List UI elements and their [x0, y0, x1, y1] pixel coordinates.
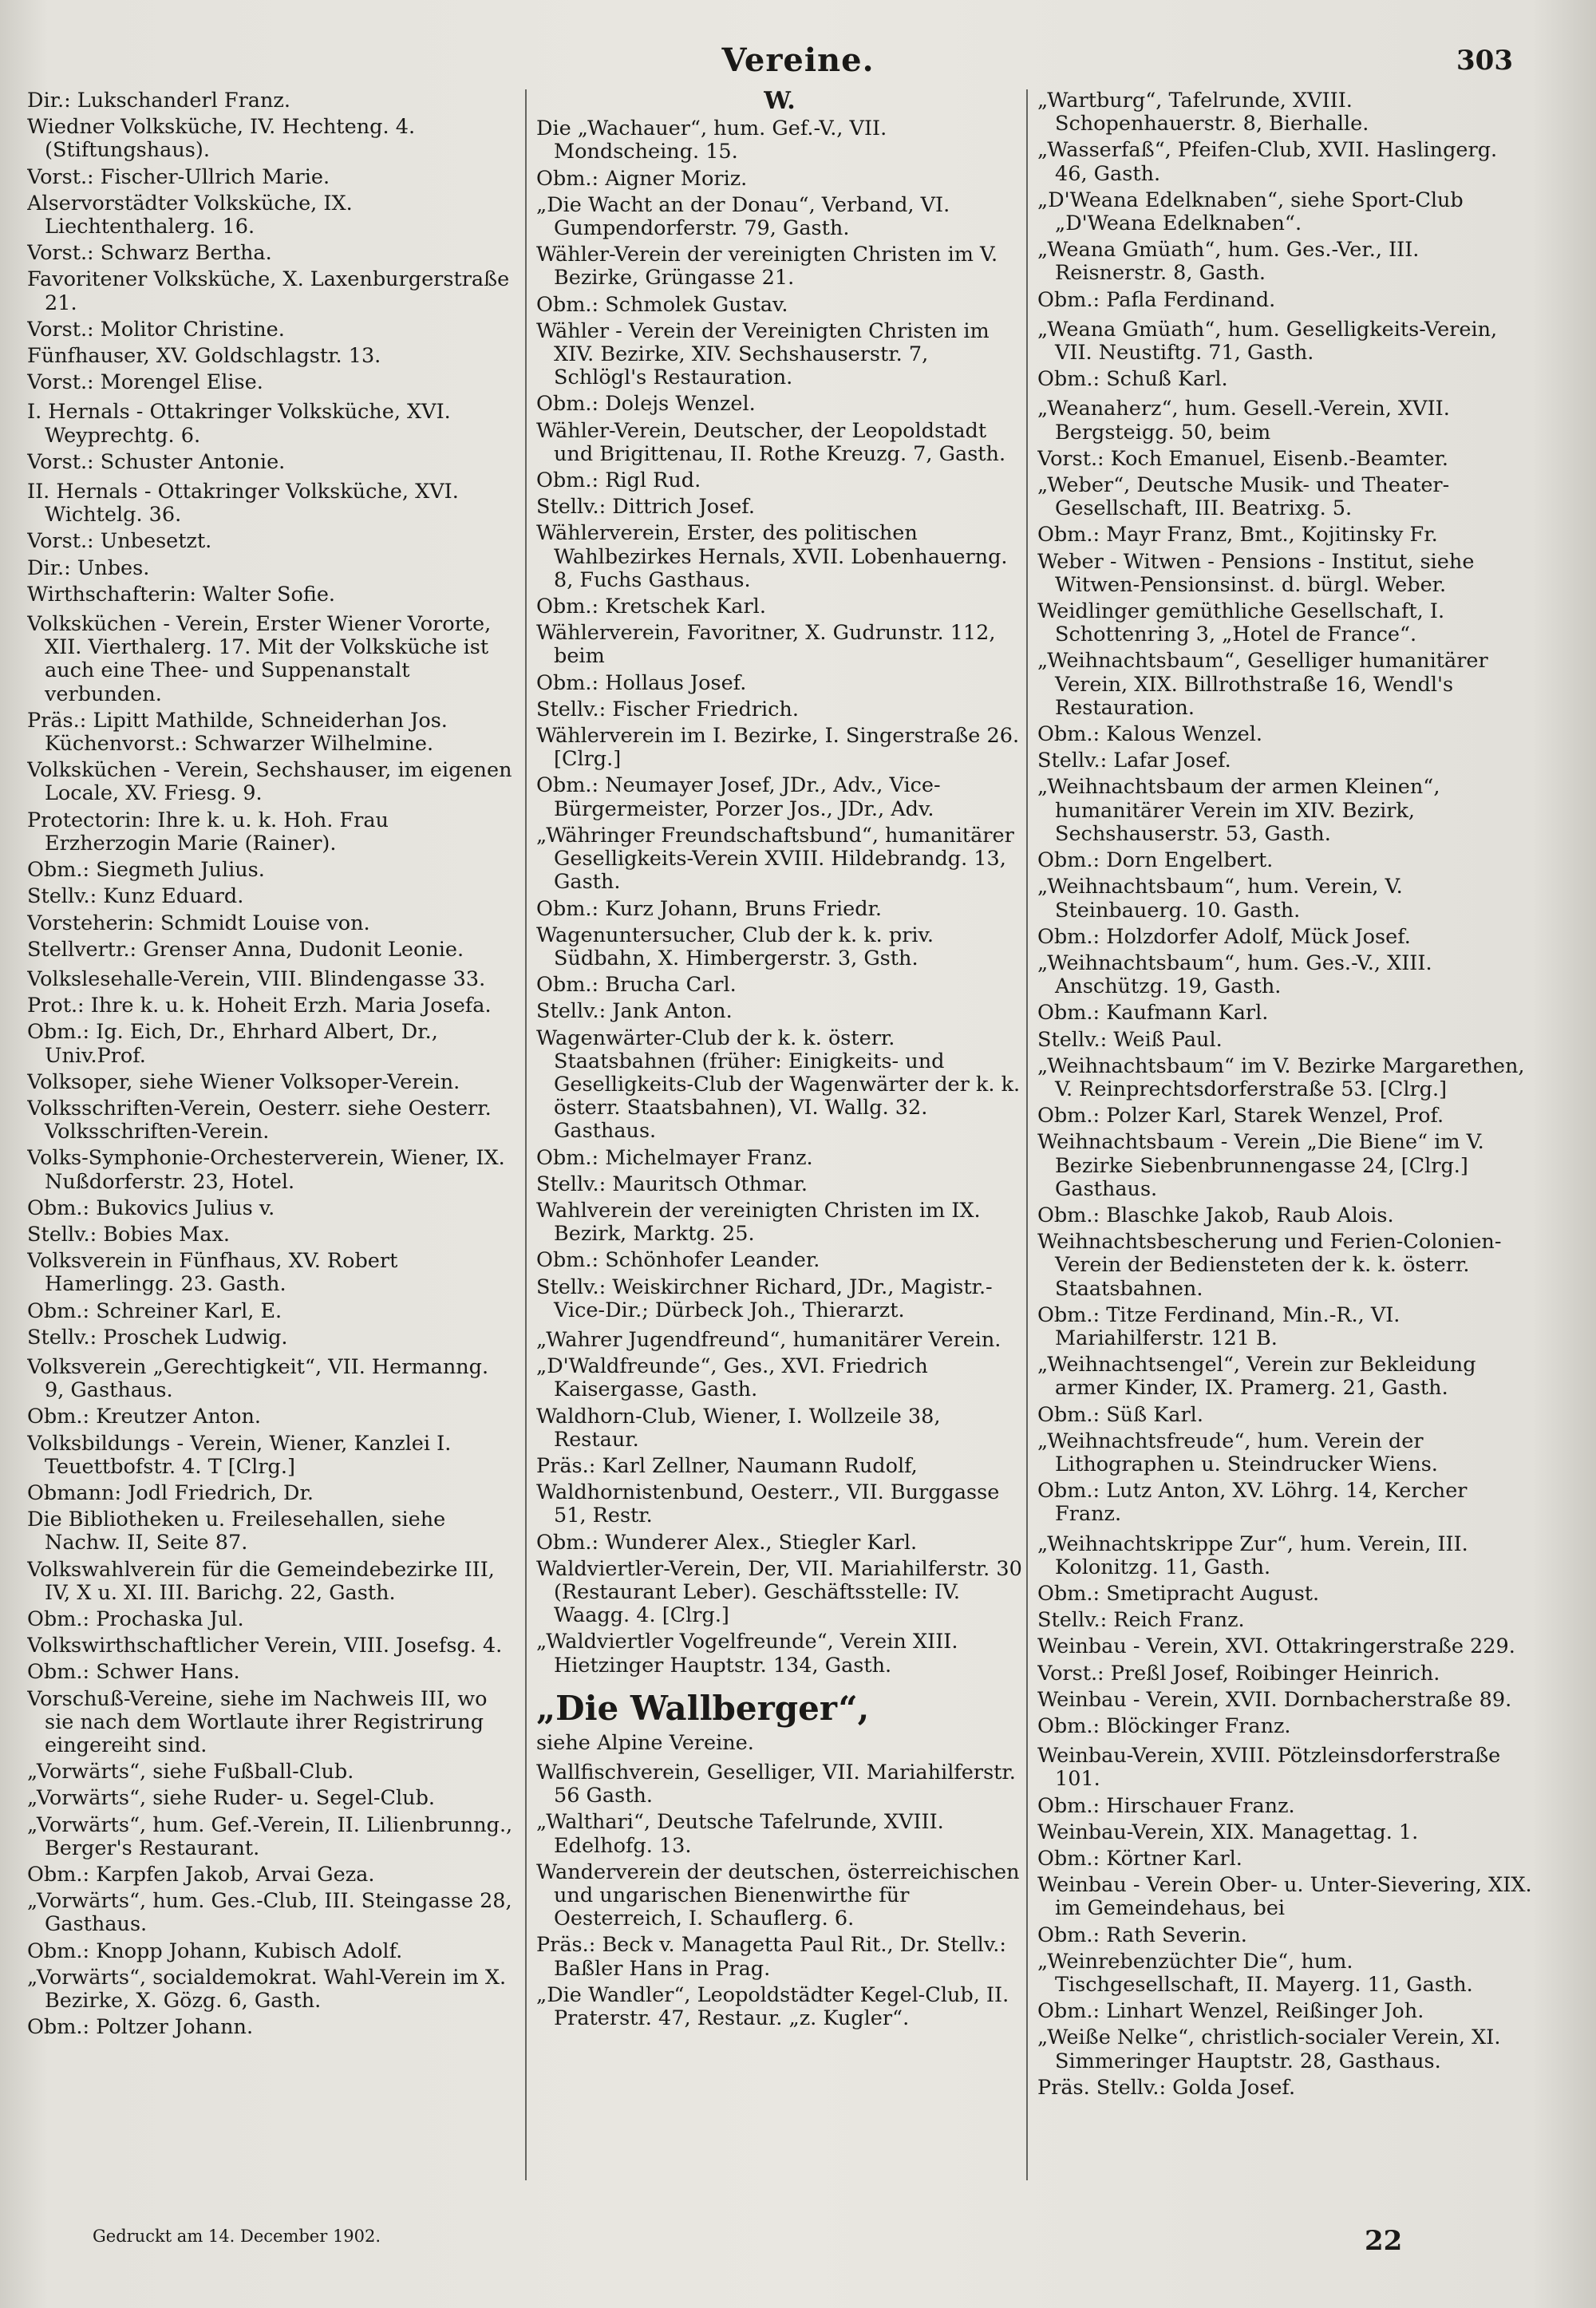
entry: Obm.: Rigl Rud.	[536, 468, 701, 493]
entry: Weidlinger gemüthliche Gesellschaft, I. Schottenring 3, „Hotel de France“.	[1037, 599, 1445, 647]
entry: Volksküchen - Verein, Sechshauser, im eigenen Locale, XV. Friesg. 9.	[27, 758, 512, 806]
entry: Stellv.: Weiß Paul.	[1037, 1027, 1223, 1052]
entry: Vorschuß-Vereine, siehe im Nachweis III, wo sie nach dem Wortlaute ihrer Registrirung eingereiht sind.	[27, 1686, 488, 1757]
entry: Alservorstädter Volksküche, IX. Liechtenthalerg. 16.	[27, 191, 353, 239]
entry: Obm.: Bukovics Julius v.	[27, 1195, 275, 1220]
entry: Obm.: Schwer Hans.	[27, 1660, 240, 1685]
entry: Vorst.: Morengel Elise.	[27, 370, 263, 395]
entry: Stellv.: Weiskirchner Richard, JDr., Magistr.-Vice-Dir.; Dürbeck Joh., Thierarzt.	[536, 1275, 993, 1322]
entry: „Weanaherz“, hum. Gesell.-Verein, XVII. Bergsteigg. 50, beim	[1037, 397, 1450, 445]
entry: Obm.: Ig. Eich, Dr., Ehrhard Albert, Dr., Univ.Prof.	[27, 1020, 438, 1068]
entry: Wähler-Verein, Deutscher, der Leopoldstadt und Brigittenau, II. Rothe Kreuzg. 7, Gasth.	[536, 418, 1006, 466]
entry: Volkslesehalle-Verein, VIII. Blindengasse 33.	[27, 966, 486, 991]
column-divider-1	[525, 89, 527, 2180]
entry: „Weana Gmüath“, hum. Geselligkeits-Verein, VII. Neustiftg. 71, Gasth.	[1037, 317, 1498, 366]
entry: Protectorin: Ihre k. u. k. Hoh. Frau Erzherzogin Marie (Rainer).	[27, 808, 389, 856]
entry: Vorst.: Preßl Josef, Roibinger Heinrich.	[1037, 1661, 1440, 1686]
entry: Volkswahlverein für die Gemeindebezirke III, IV, X u. XI. III. Barichg. 22, Gasth.	[27, 1557, 495, 1605]
entry: Obm.: Brucha Carl.	[536, 973, 737, 998]
entry: Wiedner Volksküche, IV. Hechteng. 4. (Stiftungshaus).	[27, 115, 416, 163]
entry: „Weiße Nelke“, christlich-socialer Verein, XI. Simmeringer Hauptstr. 28, Gasthaus.	[1037, 2025, 1501, 2073]
entry: „Vorwärts“, hum. Gef.-Verein, II. Lilienbrunng., Berger's Restaurant.	[27, 1812, 513, 1860]
entry: Obm.: Karpfen Jakob, Arvai Geza.	[27, 1863, 375, 1887]
entry: „Walthari“, Deutsche Tafelrunde, XVIII. Edelhofg. 13.	[536, 1810, 944, 1858]
entry: Stellv.: Fischer Friedrich.	[536, 697, 799, 721]
entry: Wählerverein im I. Bezirke, I. Singerstraße 26. [Clrg.]	[536, 724, 1020, 772]
entry: „Weana Gmüath“, hum. Ges.-Ver., III. Reisnerstr. 8, Gasth.	[1037, 238, 1420, 286]
entry: Obm.: Dorn Engelbert.	[1037, 848, 1274, 873]
entry: Wagenuntersucher, Club der k. k. priv. Südbahn, X. Himbergerstr. 3, Gsth.	[536, 923, 934, 970]
entry: Obm.: Pafla Ferdinand.	[1037, 287, 1276, 312]
entry: Weinbau - Verein Ober- u. Unter-Sievering, XIX. im Gemeindehaus, bei	[1037, 1873, 1532, 1921]
entry: „Wasserfaß“, Pfeifen-Club, XVII. Haslingerg. 46, Gasth.	[1037, 138, 1498, 186]
entry: Obm.: Süß Karl.	[1037, 1402, 1203, 1427]
entry: Obm.: Aigner Moriz.	[536, 166, 748, 191]
entry: „Wahrer Jugendfreund“, humanitärer Verein.	[536, 1327, 1001, 1352]
entry: „Weihnachtskrippe Zur“, hum. Verein, III. Kolonitzg. 11, Gasth.	[1037, 1531, 1468, 1579]
entry: Obm.: Hirschauer Franz.	[1037, 1793, 1295, 1818]
column-2	[536, 89, 1023, 2180]
entry: Weber - Witwen - Pensions - Institut, siehe Witwen-Pensionsinst. d. bürgl. Weber.	[1037, 549, 1475, 597]
entry: Wagenwärter-Club der k. k. österr. Staatsbahnen (früher: Einigkeits- und Geselligkeits-Club der Wagenwärter der k. k. österr. Staatsbahnen), VI. Wallg. 32. Gasthaus.	[536, 1026, 1021, 1144]
entry: Volkswirthschaftlicher Verein, VIII. Josefsg. 4.	[27, 1634, 503, 1658]
entry: Volksbildungs - Verein, Wiener, Kanzlei I. Teuettbofstr. 4. T [Clrg.]	[27, 1431, 452, 1479]
entry: Obm.: Smetipracht August.	[1037, 1581, 1320, 1606]
entry: „Weihnachtsbaum“ im V. Bezirke Margarethen, V. Reinprechtsdorferstraße 53. [Clrg.]	[1037, 1053, 1525, 1101]
sheet-signature: 22	[1365, 2225, 1403, 2257]
entry: Obm.: Knopp Johann, Kubisch Adolf.	[27, 1938, 403, 1963]
entry: Vorst.: Schuster Antonie.	[27, 449, 286, 474]
entry: Fünfhauser, XV. Goldschlagstr. 13.	[27, 344, 381, 369]
entry: Obm.: Mayr Franz, Bmt., Kojitinsky Fr.	[1037, 523, 1438, 547]
entry: „Weihnachtsengel“, Verein zur Bekleidung armer Kinder, IX. Pramerg. 21, Gasth.	[1037, 1353, 1476, 1401]
entry: Stellv.: Jank Anton.	[536, 999, 733, 1024]
entry: II. Hernals - Ottakringer Volksküche, XVI. Wichtelg. 36.	[27, 480, 459, 528]
entry: „Vorwärts“, siehe Ruder- u. Segel-Club.	[27, 1786, 436, 1811]
entry: Obm.: Michelmayer Franz.	[536, 1145, 813, 1170]
entry: Volksküchen - Verein, Erster Wiener Vororte, XII. Vierthalerg. 17. Mit der Volksküche ist auch eine Thee- und Suppenanstalt verbunden.	[27, 612, 492, 706]
print-date: Gedruckt am 14. December 1902.	[93, 2227, 381, 2246]
entry: „Weihnachtsbaum“, Geselliger humanitärer Verein, XIX. Billrothstraße 16, Wendl's Restauration.	[1037, 649, 1488, 720]
entry: Wahlverein der vereinigten Christen im IX. Bezirk, Marktg. 25.	[536, 1198, 981, 1247]
entry: Obm.: Holzdorfer Adolf, Mück Josef.	[1037, 924, 1411, 949]
entry: Obm.: Kurz Johann, Bruns Friedr.	[536, 896, 883, 921]
entry: Obm.: Neumayer Josef, JDr., Adv., Vice-Bürgermeister, Porzer Jos., JDr., Adv.	[536, 773, 941, 821]
entry: Weinbau - Verein, XVII. Dornbacherstraße 89.	[1037, 1687, 1512, 1712]
entry: „Weinrebenzüchter Die“, hum. Tischgesellschaft, II. Mayerg. 11, Gasth.	[1037, 1949, 1473, 1998]
entry: Obm.: Kaufmann Karl.	[1037, 1001, 1269, 1026]
entry: Obmann: Jodl Friedrich, Dr.	[27, 1480, 314, 1505]
entry: Obm.: Kretschek Karl.	[536, 595, 766, 619]
entry: Obm.: Poltzer Johann.	[27, 2015, 254, 2040]
entry: Obm.: Schönhofer Leander.	[536, 1248, 820, 1273]
section-letter: W.	[764, 89, 796, 115]
entry: Obm.: Rath Severin.	[1037, 1923, 1247, 1947]
entry: Weihnachtsbescherung und Ferien-Colonien-Verein der Bediensteten der k. k. österr. Staatsbahnen.	[1037, 1230, 1502, 1301]
entry: Die Bibliotheken u. Freilesehallen, siehe Nachw. II, Seite 87.	[27, 1508, 446, 1555]
entry: Volksoper, siehe Wiener Volksoper-Verein.	[27, 1069, 460, 1094]
column-divider-2	[1026, 89, 1028, 2180]
entry: „D'Waldfreunde“, Ges., XVI. Friedrich Kaisergasse, Gasth.	[536, 1354, 928, 1402]
entry: Wallfischverein, Geselliger, VII. Mariahilferstr. 56 Gasth.	[536, 1761, 1016, 1808]
entry: „Weihnachtsfreude“, hum. Verein der Lithographen u. Steindrucker Wiens.	[1037, 1429, 1438, 1476]
entry: „Waldviertler Vogelfreunde“, Verein XIII. Hietzinger Hauptstr. 134, Gasth.	[536, 1630, 958, 1678]
entry: Stellvertr.: Grenser Anna, Dudonit Leonie.	[27, 937, 464, 962]
entry: Obm.: Prochaska Jul.	[27, 1607, 244, 1631]
entry: „Weber“, Deutsche Musik- und Theater-Gesellschaft, III. Beatrixg. 5.	[1037, 473, 1450, 521]
entry: Weinbau-Verein, XIX. Managettag. 1.	[1037, 1820, 1419, 1844]
column-3	[1037, 89, 1532, 2180]
entry: Weihnachtsbaum - Verein „Die Biene“ im V. Bezirke Siebenbrunnengasse 24, [Clrg.] Gasthaus.	[1037, 1130, 1484, 1201]
entry: I. Hernals - Ottakringer Volksküche, XVI. Weyprechtg. 6.	[27, 400, 451, 448]
entry: Prot.: Ihre k. u. k. Hoheit Erzh. Maria Josefa.	[27, 994, 492, 1018]
entry: siehe Alpine Vereine.	[536, 1730, 754, 1755]
entry: Stellv.: Dittrich Josef.	[536, 495, 755, 520]
entry: Obm.: Titze Ferdinand, Min.-R., VI. Mariahilferstr. 121 B.	[1037, 1302, 1400, 1350]
entry: Waldhorn-Club, Wiener, I. Wollzeile 38, Restaur.	[536, 1404, 941, 1452]
entry: Dir.: Unbes.	[27, 555, 150, 580]
page-number: 303	[1456, 45, 1513, 77]
entry: Vorst.: Molitor Christine.	[27, 317, 285, 342]
entry: „Wartburg“, Tafelrunde, XVIII. Schopenhauerstr. 8, Bierhalle.	[1037, 89, 1369, 136]
entry: Obm.: Körtner Karl.	[1037, 1847, 1242, 1871]
entry: Weinbau - Verein, XVI. Ottakringerstraße 229.	[1037, 1634, 1515, 1659]
entry: Favoritener Volksküche, X. Laxenburgerstraße 21.	[27, 267, 510, 315]
entry: Volksverein in Fünfhaus, XV. Robert Hamerlingg. 23. Gasth.	[27, 1249, 398, 1297]
entry: „Vorwärts“, siehe Fußball-Club.	[27, 1760, 354, 1784]
entry: Obm.: Kalous Wenzel.	[1037, 722, 1263, 747]
entry-large-heading: „Die Wallberger“,	[536, 1688, 870, 1728]
page-title: Vereine.	[721, 41, 875, 79]
entry: „Vorwärts“, hum. Ges.-Club, III. Steingasse 28, Gasthaus.	[27, 1889, 512, 1937]
entry: Waldviertler-Verein, Der, VII. Mariahilferstr. 30 (Restaurant Leber). Geschäftsstelle: IV. Waagg. 4. [Clrg.]	[536, 1556, 1022, 1628]
entry: Stellv.: Proschek Ludwig.	[27, 1325, 288, 1350]
entry: Waldhornistenbund, Oesterr., VII. Burggasse 51, Restr.	[536, 1480, 1000, 1528]
entry: Wähler-Verein der vereinigten Christen im V. Bezirke, Grüngasse 21.	[536, 243, 998, 290]
entry: Stellv.: Mauritsch Othmar.	[536, 1172, 808, 1196]
entry: Die „Wachauer“, hum. Gef.-V., VII. Mondscheing. 15.	[536, 117, 887, 164]
entry: Obm.: Blöckinger Franz.	[1037, 1714, 1291, 1738]
entry: Obm.: Kreutzer Anton.	[27, 1405, 262, 1429]
entry: Obm.: Siegmeth Julius.	[27, 858, 265, 883]
entry: „Die Wacht an der Donau“, Verband, VI. Gumpendorferstr. 79, Gasth.	[536, 192, 950, 241]
entry: Wähler - Verein der Vereinigten Christen im XIV. Bezirke, XIV. Sechshauserstr. 7, Schlögl's Restauration.	[536, 318, 990, 390]
column-1	[27, 89, 514, 2180]
entry: Stellv.: Bobies Max.	[27, 1222, 230, 1247]
entry: Dir.: Lukschanderl Franz.	[27, 89, 290, 113]
entry: Vorsteherin: Schmidt Louise von.	[27, 911, 370, 935]
entry: Präs. Stellv.: Golda Josef.	[1037, 2075, 1296, 2100]
entry: Stellv.: Lafar Josef.	[1037, 749, 1231, 773]
entry: Volksverein „Gerechtigkeit“, VII. Hermanng. 9, Gasthaus.	[27, 1354, 489, 1403]
entry: Präs.: Karl Zellner, Naumann Rudolf,	[536, 1453, 918, 1478]
entry: Obm.: Wunderer Alex., Stiegler Karl.	[536, 1530, 918, 1555]
entry: Stellv.: Reich Franz.	[1037, 1608, 1245, 1633]
entry: „Weihnachtsbaum“, hum. Verein, V. Steinbauerg. 10. Gasth.	[1037, 875, 1403, 923]
entry: Obm.: Blaschke Jakob, Raub Alois.	[1037, 1203, 1394, 1227]
entry: Obm.: Schuß Karl.	[1037, 367, 1228, 392]
entry: „Weihnachtsbaum der armen Kleinen“, humanitärer Verein im XIV. Bezirk, Sechshauserstr. 53, Gasth.	[1037, 775, 1440, 846]
entry: Wirthschafterin: Walter Sofie.	[27, 582, 336, 607]
entry: Obm.: Schmolek Gustav.	[536, 292, 788, 317]
entry: Volksschriften-Verein, Oesterr. siehe Oesterr. Volksschriften-Verein.	[27, 1096, 492, 1144]
entry: Wanderverein der deutschen, österreichischen und ungarischen Bienenwirthe für Oesterreich, I. Schauflerg. 6.	[536, 1859, 1020, 1931]
entry: „Währinger Freundschaftsbund“, humanitärer Geselligkeits-Verein XVIII. Hildebrandg. 13, Gasth.	[536, 823, 1014, 895]
entry: Obm.: Hollaus Josef.	[536, 670, 747, 695]
entry: Obm.: Polzer Karl, Starek Wenzel, Prof.	[1037, 1104, 1444, 1128]
entry: Vorst.: Schwarz Bertha.	[27, 241, 272, 266]
entry: Vorst.: Unbesetzt.	[27, 529, 212, 554]
entry: Präs.: Beck v. Managetta Paul Rit., Dr. Stellv.: Baßler Hans in Prag.	[536, 1933, 1006, 1981]
entry: Präs.: Lipitt Mathilde, Schneiderhan Jos. Küchenvorst.: Schwarzer Wilhelmine.	[27, 708, 448, 757]
entry: „D'Weana Edelknaben“, siehe Sport-Club „D'Weana Edelknaben“.	[1037, 188, 1464, 236]
entry: Volks-Symphonie-Orchesterverein, Wiener, IX. Nußdorferstr. 23, Hotel.	[27, 1146, 505, 1194]
entry: „Die Wandler“, Leopoldstädter Kegel-Club, II. Praterstr. 47, Restaur. „z. Kugler“.	[536, 1982, 1009, 2031]
entry: Weinbau-Verein, XVIII. Pötzleinsdorferstraße 101.	[1037, 1744, 1501, 1792]
entry: Obm.: Schreiner Karl, E.	[27, 1298, 282, 1323]
entry: Vorst.: Koch Emanuel, Eisenb.-Beamter.	[1037, 446, 1449, 471]
entry: Wählerverein, Favoritner, X. Gudrunstr. 112, beim	[536, 621, 996, 669]
entry: Wählerverein, Erster, des politischen Wahlbezirkes Hernals, XVII. Lobenhauerng. 8, Fuchs Gasthaus.	[536, 521, 1008, 592]
entry: „Vorwärts“, socialdemokrat. Wahl-Verein im X. Bezirke, X. Gözg. 6, Gasth.	[27, 1965, 507, 2014]
entry: Obm.: Lutz Anton, XV. Löhrg. 14, Kercher Franz.	[1037, 1479, 1468, 1527]
entry: Stellv.: Kunz Eduard.	[27, 884, 244, 909]
entry: Obm.: Linhart Wenzel, Reißinger Joh.	[1037, 1999, 1424, 2024]
entry: Obm.: Dolejs Wenzel.	[536, 392, 756, 417]
entry: Vorst.: Fischer-Ullrich Marie.	[27, 164, 330, 189]
entry: „Weihnachtsbaum“, hum. Ges.-V., XIII. Anschützg. 19, Gasth.	[1037, 950, 1432, 999]
